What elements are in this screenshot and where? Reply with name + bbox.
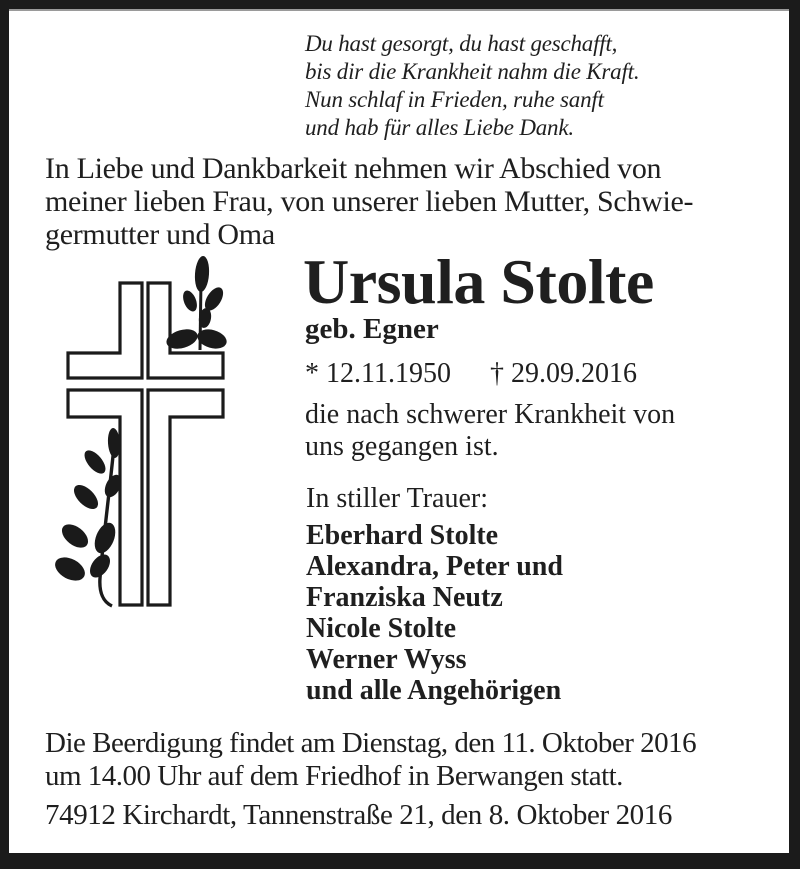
- intro-line: In Liebe und Dankbarkeit nehmen wir Abschied von: [45, 152, 662, 185]
- maiden-name: geb. Egner: [305, 313, 439, 345]
- mourner-name: und alle Angehörigen: [306, 675, 562, 706]
- intro-text: [45, 152, 693, 251]
- farewell-line: uns gegangen ist.: [305, 431, 499, 462]
- farewell-text: [305, 399, 675, 463]
- verse-line: und hab für alles Liebe Dank.: [305, 115, 574, 140]
- funeral-line: Die Beerdigung findet am Dienstag, den 11. Oktober 2016: [45, 727, 697, 759]
- verse-line: bis dir die Krankheit nahm die Kraft.: [305, 59, 640, 84]
- mourner-name: Nicole Stolte: [306, 613, 457, 644]
- frame-gray-rule: [9, 9, 790, 11]
- life-dates: [305, 358, 637, 390]
- farewell-line: die nach schwerer Krankheit von: [305, 399, 676, 430]
- mourners-list: [306, 520, 563, 706]
- frame-bottom-bar: [0, 853, 800, 869]
- frame-left-bar: [0, 0, 9, 869]
- verse-line: Du hast gesorgt, du hast geschafft,: [305, 31, 618, 56]
- mourner-name: Alexandra, Peter und: [306, 551, 563, 582]
- verse-line: Nun schlaf in Frieden, ruhe sanft: [305, 87, 604, 112]
- mourner-name: Franziska Neutz: [306, 582, 503, 613]
- funeral-info: [45, 727, 696, 793]
- mourner-name: Eberhard Stolte: [306, 520, 499, 551]
- frame-top-bar: [0, 0, 800, 9]
- intro-line: germutter und Oma: [45, 218, 275, 251]
- cross-branches-icon: [55, 250, 227, 608]
- frame-right-bar: [789, 0, 800, 869]
- deceased-name: Ursula Stolte: [303, 246, 654, 317]
- dateline: 74912 Kirchardt, Tannenstraße 21, den 8. Oktober 2016: [45, 799, 672, 831]
- mourner-name: Werner Wyss: [306, 644, 467, 675]
- funeral-line: um 14.00 Uhr auf dem Friedhof in Berwangen statt.: [45, 760, 623, 792]
- mourning-closing: In stiller Trauer:: [306, 483, 488, 514]
- memorial-verse: [305, 30, 639, 142]
- birth-date: * 12.11.1950: [305, 358, 451, 389]
- death-date: † 29.09.2016: [489, 358, 637, 389]
- intro-line: meiner lieben Frau, von unserer lieben Mutter, Schwie-: [45, 185, 694, 218]
